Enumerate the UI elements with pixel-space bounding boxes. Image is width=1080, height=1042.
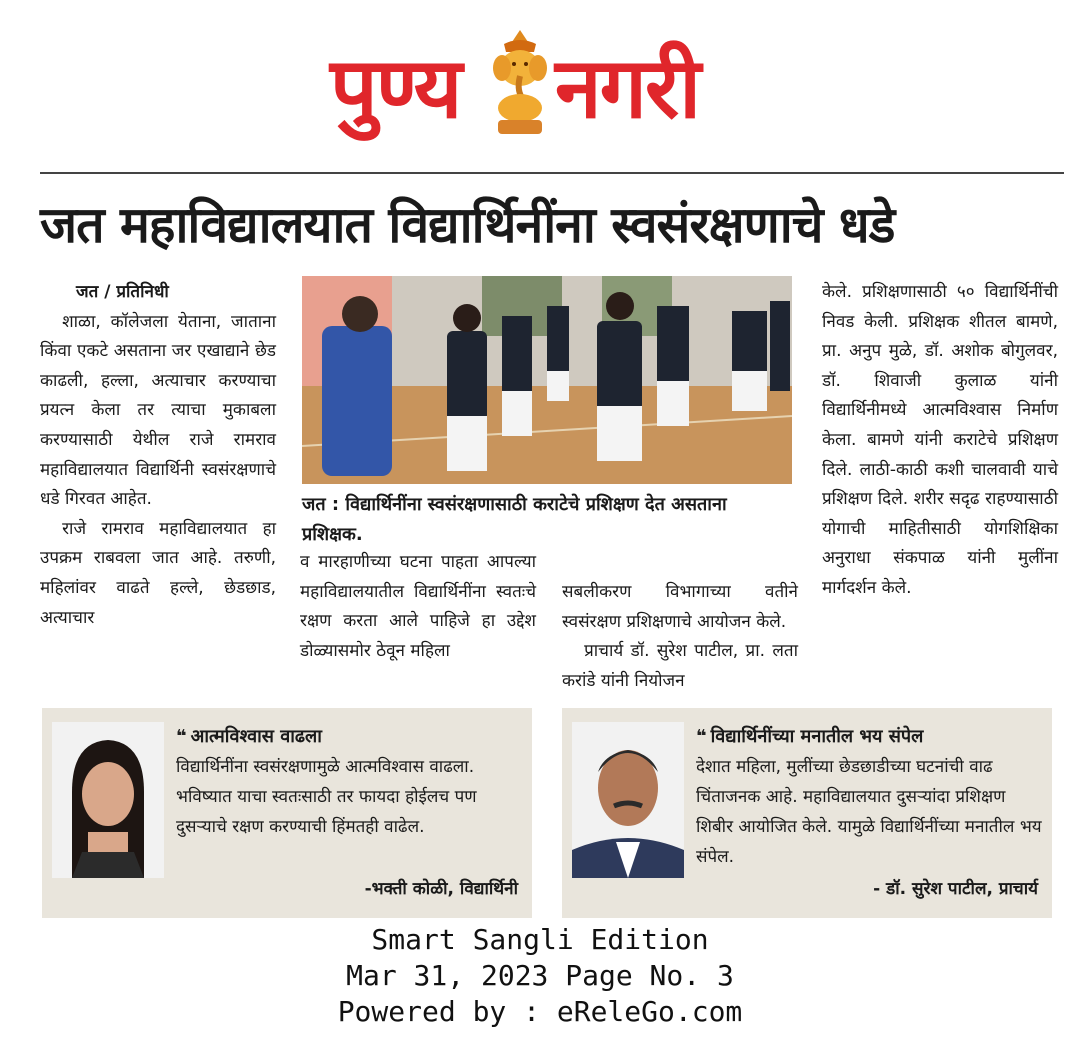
article-paragraph: केले. प्रशिक्षणासाठी ५० विद्यार्थिनींची निवड केली. प्रशिक्षक शीतल बामणे, प्रा. अनुप मुळे, डॉ. अशोक बोगुलवर, डॉ. शिवाजी कुलाळ यांनी विद्यार्थिनीमध्ये आत्मविश्वास निर्माण केला. बामणे यांनी कराटेचे प्रशिक्षण दिले. लाठी-काठी कशी चालवावी याचे प्रशिक्षण दिले. शरीर सदृढ राहण्यासाठी योगाची माहितीसाठी योगशिक्षिका अनुराधा संकपाळ यांनी मुलींना मार्गदर्शन केले. — [822, 282, 1058, 598]
quote-signature: - डॉ. सुरेश पाटील, प्राचार्य — [873, 879, 1038, 899]
article-paragraph: व मारहाणीच्या घटना पाहता आपल्या महाविद्यालयातील विद्यार्थिनींना स्वतःचे रक्षण करता आले पाहिजे हा उद्देश डोळ्यासमोर ठेवून महिला — [300, 552, 536, 661]
quote-box — [42, 708, 532, 918]
byline: जत / प्रतिनिधी — [76, 282, 169, 302]
article-paragraph: सबलीकरण विभागाच्या वतीने स्वसंरक्षण प्रशिक्षणाचे आयोजन केले. — [562, 582, 798, 632]
article-paragraph: प्राचार्य डॉ. सुरेश पाटील, प्रा. लता करांडे यांनी नियोजन — [562, 641, 798, 691]
ganesh-logo-icon — [490, 28, 550, 138]
quote-heading: ❝ आत्मविश्वास वाढला — [176, 726, 322, 747]
karate-training-photo — [302, 276, 792, 484]
quote-text: विद्यार्थिनींना स्वसंरक्षणामुळे आत्मविश्वास वाढला. भविष्यात याचा स्वतःसाठी तर फायदा होईलच पण दुसऱ्याचे रक्षण करण्याची हिंमतही वाढेल. — [176, 757, 477, 837]
student-portrait — [52, 722, 164, 878]
principal-portrait — [572, 722, 684, 878]
photo-caption: जत : विद्यार्थिनींना स्वसंरक्षणासाठी कराटेचे प्रशिक्षण देत असताना प्रशिक्षक. — [302, 494, 727, 545]
edition-name: Smart Sangli Edition — [371, 923, 709, 956]
quote-signature: -भक्ती कोळी, विद्यार्थिनी — [364, 879, 518, 899]
masthead-left-word: पुण्य — [330, 39, 461, 137]
quote-box — [562, 708, 1052, 918]
powered-by: Powered by : eReleGo.com — [337, 995, 743, 1028]
headline: जत महाविद्यालयात विद्यार्थिनींना स्वसंरक्षणाचे धडे — [40, 196, 895, 254]
quote-heading: ❝ विद्यार्थिनींच्या मनातील भय संपेल — [696, 726, 924, 747]
article-paragraph: शाळा, कॉलेजला येताना, जाताना किंवा एकटे असताना जर एखाद्याने छेड काढली, हल्ला, अत्याचार करण्याचा प्रयत्न केला तर त्याचा मुकाबला करण्यासाठी येथील राजे रामराव महाविद्यालयात विद्यार्थिनी स्वसंरक्षणाचे धडे गिरवत आहेत. — [40, 311, 276, 510]
article-column-3 — [562, 578, 798, 696]
quote-mark-icon: ❝ — [176, 726, 187, 747]
article-column-2 — [300, 548, 536, 666]
quote-text: देशात महिला, मुलींच्या छेडछाडीच्या घटनांची वाढ चिंताजनक आहे. महाविद्यालयात दुसऱ्यांदा प्रशिक्षण शिबीर आयोजित केले. यामुळे विद्यार्थिनींच्या मनातील भय संपेल. — [696, 757, 1042, 867]
quote-content — [176, 722, 526, 842]
edition-date-page: Mar 31, 2023 Page No. 3 — [346, 959, 734, 992]
masthead — [0, 18, 1080, 148]
quote-content — [696, 722, 1046, 872]
article-paragraph: राजे रामराव महाविद्यालयात हा उपक्रम राबवला जात आहे. तरुणी, महिलांवर वाढते हल्ले, छेडछाड, अत्याचार — [40, 518, 276, 628]
masthead-right-word: नगरी — [555, 39, 700, 137]
header-rule — [40, 172, 1064, 174]
article-column-4 — [822, 278, 1058, 604]
article-column-1 — [40, 278, 276, 633]
quote-mark-icon: ❝ — [696, 726, 707, 747]
